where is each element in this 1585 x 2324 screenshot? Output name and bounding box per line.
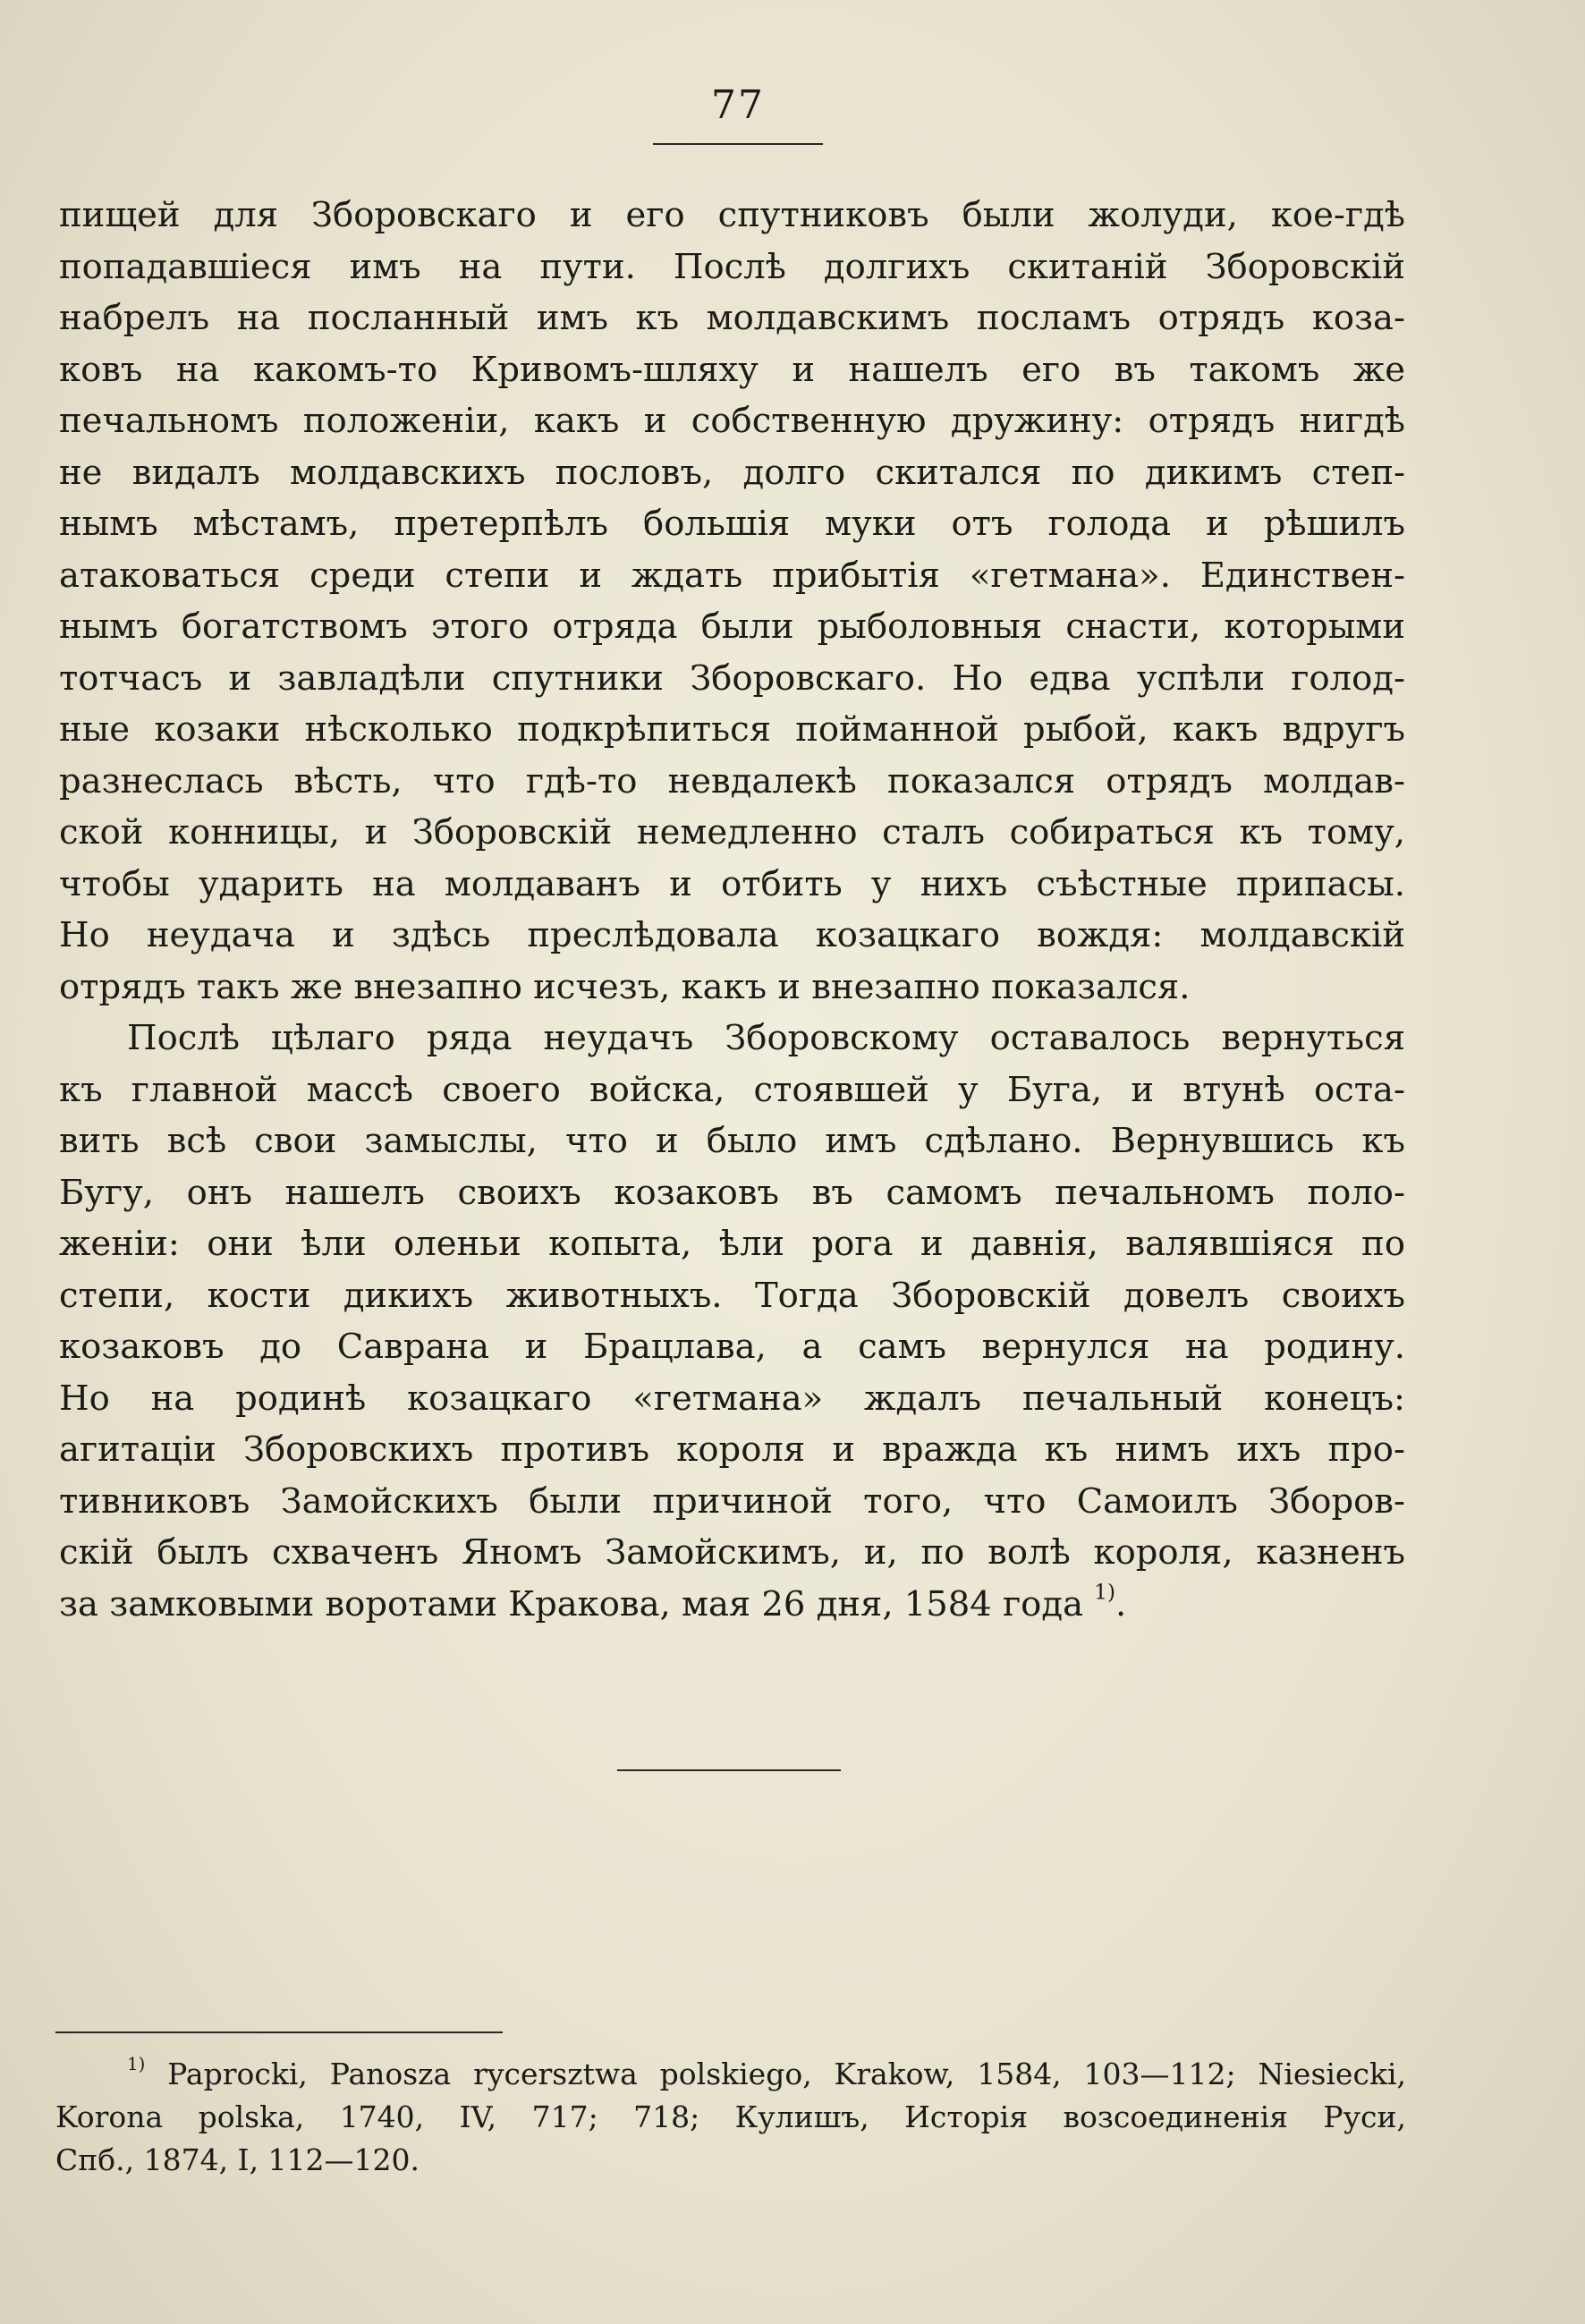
text-line: Но неудача и здѣсь преслѣдовала козацкаго вождя: молдавскій xyxy=(59,915,1405,955)
section-end-rule xyxy=(617,1769,841,1771)
footnote-reference: 1) xyxy=(1094,1581,1115,1605)
text-line: вить всѣ свои замыслы, что и было имъ сдѣлано. Вернувшись къ xyxy=(59,1121,1405,1161)
text-line: попадавшіеся имъ на пути. Послѣ долгихъ скитаній Зборовскій xyxy=(59,246,1405,287)
footnote-line xyxy=(55,2053,1406,2096)
text-line: печальномъ положеніи, какъ и собственную дружину: отрядъ нигдѣ xyxy=(59,401,1405,441)
text-line: нымъ мѣстамъ, претерпѣлъ большія муки отъ голода и рѣшилъ xyxy=(59,504,1405,544)
text-line: атаковаться среди степи и ждать прибытія «гетмана». Единствен- xyxy=(59,555,1405,596)
text-line: чтобы ударить на молдаванъ и отбить у нихъ съѣстные припасы. xyxy=(59,863,1405,904)
text-line: набрелъ на посланный имъ къ молдавскимъ посламъ отрядъ коза- xyxy=(59,298,1405,338)
footnotes xyxy=(55,2053,1406,2182)
text-line: женіи: они ѣли оленьи копыта, ѣли рога и давнія, валявшіяся по xyxy=(59,1224,1405,1264)
body-text xyxy=(59,190,1405,1630)
text-line: агитаціи Зборовскихъ противъ короля и вражда къ нимъ ихъ про- xyxy=(59,1429,1405,1470)
text-line: ской конницы, и Зборовскій немедленно сталъ собираться къ тому, xyxy=(59,812,1405,852)
text-line: нымъ богатствомъ этого отряда были рыболовныя снасти, которыми xyxy=(59,606,1405,647)
final-line-text: за замковыми воротами Кракова, мая 26 дня, 1584 года xyxy=(59,1583,1084,1624)
text-line: степи, кости дикихъ животныхъ. Тогда Зборовскій довелъ своихъ xyxy=(59,1275,1405,1316)
footnote-line: Korona polska, 1740, IV, 717; 718; Кулишъ, Исторія возсоединенія Руси, xyxy=(55,2099,1406,2134)
text-line-final: за замковыми воротами Кракова, мая 26 дня, 1584 года $^{1)}$. xyxy=(59,1581,1127,1624)
text-line: Бугу, онъ нашелъ своихъ козаковъ въ самомъ печальномъ поло- xyxy=(59,1172,1405,1213)
text-line: Но на родинѣ козацкаго «гетмана» ждалъ печальный конецъ: xyxy=(59,1378,1405,1419)
page-number: 77 xyxy=(711,82,765,128)
text-line: тивниковъ Замойскихъ были причиной того, что Самоилъ Зборов- xyxy=(59,1480,1405,1522)
text-line: не видалъ молдавскихъ пословъ, долго скитался по дикимъ степ- xyxy=(59,452,1405,493)
text-line: ковъ на какомъ-то Кривомъ-шляху и нашелъ его въ такомъ же xyxy=(59,349,1405,390)
text-line: разнеслась вѣсть, что гдѣ-то невдалекѣ показался отрядъ молдав- xyxy=(59,760,1405,802)
text-line: къ главной массѣ своего войска, стоявшей у Буга, и втунѣ оста- xyxy=(59,1069,1405,1110)
text-line: отрядъ такъ же внезапно исчезъ, какъ и внезапно показался. xyxy=(59,966,1191,1007)
text-line: Послѣ цѣлаго ряда неудачъ Зборовскому оставалось вернуться xyxy=(127,1018,1405,1058)
text-line: скій былъ схваченъ Яномъ Замойскимъ, и, по волѣ короля, казненъ xyxy=(59,1532,1405,1573)
footnote-separator xyxy=(55,2031,503,2033)
text-line: ные козаки нѣсколько подкрѣпиться пойманной рыбой, какъ вдругъ xyxy=(59,709,1405,750)
text-line: тотчасъ и завладѣли спутники Зборовскаго. Но едва успѣли голод- xyxy=(59,657,1405,699)
text-line: козаковъ до Саврана и Брацлава, а самъ вернулся на родину. xyxy=(59,1327,1405,1367)
footnote-text: Paprocki, Panosza rycersztwa polskiego, Krakow, 1584, 103—112; Niesiecki, xyxy=(167,2057,1406,2091)
page-number-rule xyxy=(653,143,823,145)
footnote-line: Спб., 1874, I, 112—120. xyxy=(55,2142,420,2177)
text-line: пищей для Зборовскаго и его спутниковъ были жолуди, кое-гдѣ xyxy=(59,195,1405,235)
footnote-mark: 1) xyxy=(127,2054,146,2075)
